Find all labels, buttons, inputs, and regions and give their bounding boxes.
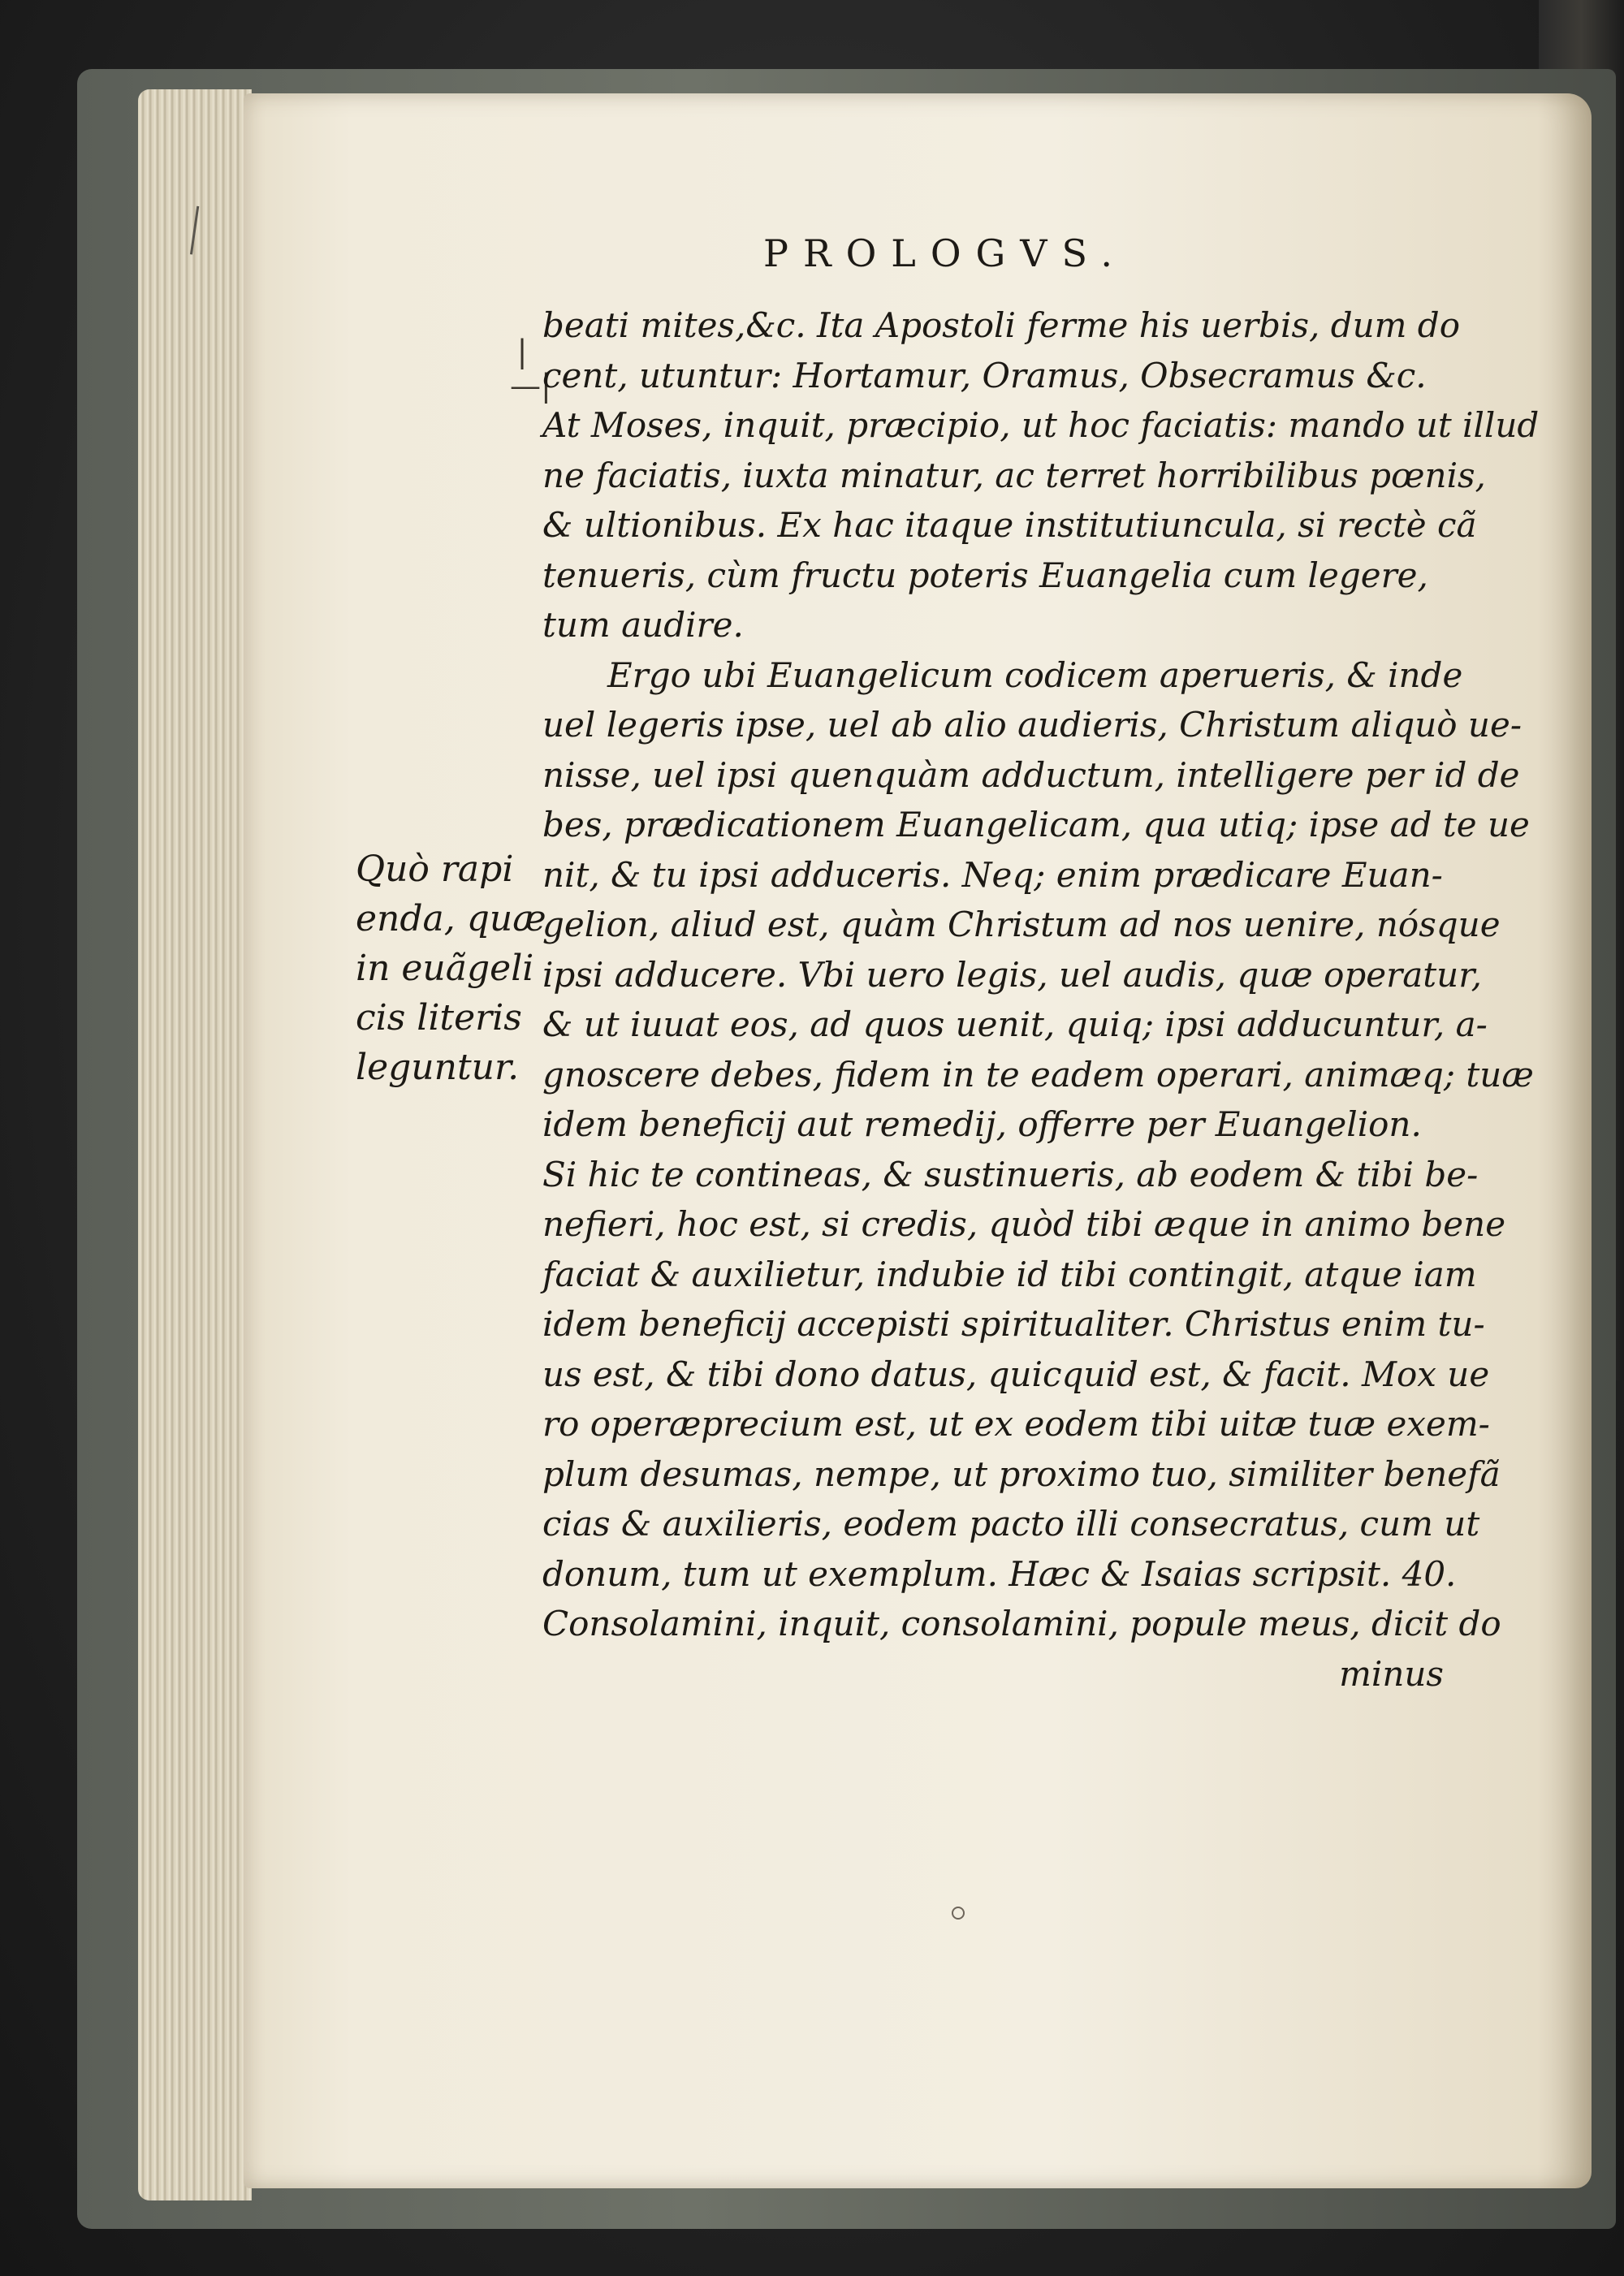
text-line: ne faciatis, iuxta minatur, ac terret horribilibus pœnis, (542, 455, 1486, 495)
margin-bracket-mark: |—| (510, 334, 551, 404)
text-line: tenueris, cùm fructu poteris Euangelia cum legere, (542, 555, 1428, 595)
marginal-note-line: enda, quæ (356, 898, 546, 939)
text-line: Si hic te contineas, & sustinueris, ab eodem & tibi be- (542, 1154, 1479, 1194)
text-line: At Moses, inquit, præcipio, ut hoc faciatis: mando ut illud (542, 405, 1540, 445)
text-line: cias & auxilieris, eodem pacto illi consecratus, cum ut (542, 1504, 1480, 1544)
paragraph-start-line: Ergo ubi Euangelicum codicem aperueris, & inde (607, 654, 1463, 695)
text-line: idem beneficij accepisti spiritualiter. Christus enim tu- (542, 1304, 1485, 1344)
text-line: & ut iuuat eos, ad quos uenit, quiq; ipsi adducuntur, a- (542, 1004, 1488, 1044)
marginal-note-line: leguntur. (356, 1047, 520, 1088)
marginal-note-line: in euãgeli (356, 948, 534, 989)
text-line: donum, tum ut exemplum. Hæc & Isaias scripsit. 40. (542, 1553, 1457, 1594)
text-line: gelion, aliud est, quàm Christum ad nos uenire, nósque (542, 905, 1501, 944)
text-line: us est, & tibi dono datus, quicquid est, & facit. Mox ue (542, 1354, 1490, 1394)
running-head: PROLOGVS. (763, 231, 1128, 275)
text-line: cent, utuntur: Hortamur, Oramus, Obsecramus &c. (542, 355, 1427, 395)
marginal-note-line: Quò rapi (356, 849, 514, 890)
page-fore-edge (138, 89, 252, 2200)
catchword: minus (1339, 1653, 1444, 1694)
text-line: Consolamini, inquit, consolamini, popule meus, dicit do (542, 1604, 1501, 1643)
text-line: plum desumas, nempe, ut proximo tuo, similiter benefã (542, 1453, 1501, 1494)
text-line: idem beneficij aut remedij, offerre per Euangelion. (542, 1104, 1422, 1144)
text-line: bes, prædicationem Euangelicam, qua utiq; ipse ad te ue (542, 805, 1530, 844)
page-ornament-dot (952, 1907, 965, 1920)
text-line: beati mites,&c. Ita Apostoli ferme his uerbis, dum do (542, 305, 1460, 345)
text-line: & ultionibus. Ex hac itaque institutiuncula, si rectè cã (542, 505, 1477, 545)
marginal-note (356, 844, 546, 1092)
text-line: nisse, uel ipsi quenquàm adductum, intelligere per id de (542, 754, 1520, 795)
text-line: tum audire. (542, 605, 744, 645)
text-line: ro operæprecium est, ut ex eodem tibi uitæ tuæ exem- (542, 1404, 1490, 1444)
text-line: nefieri, hoc est, si credis, quòd tibi æque in animo bene (542, 1204, 1506, 1244)
text-line: gnoscere debes, fidem in te eadem operari, animæq; tuæ (542, 1054, 1534, 1095)
text-line: ipsi adducere. Vbi uero legis, uel audis, quæ operatur, (542, 954, 1483, 995)
text-line: nit, & tu ipsi adduceris. Neq; enim prædicare Euan- (542, 854, 1443, 895)
body-text (542, 300, 1540, 1699)
text-line: faciat & auxilietur, indubie id tibi contingit, atque iam (542, 1254, 1477, 1294)
marginal-note-line: cis literis (356, 997, 522, 1039)
text-line: uel legeris ipse, uel ab alio audieris, Christum aliquò ue- (542, 705, 1522, 745)
